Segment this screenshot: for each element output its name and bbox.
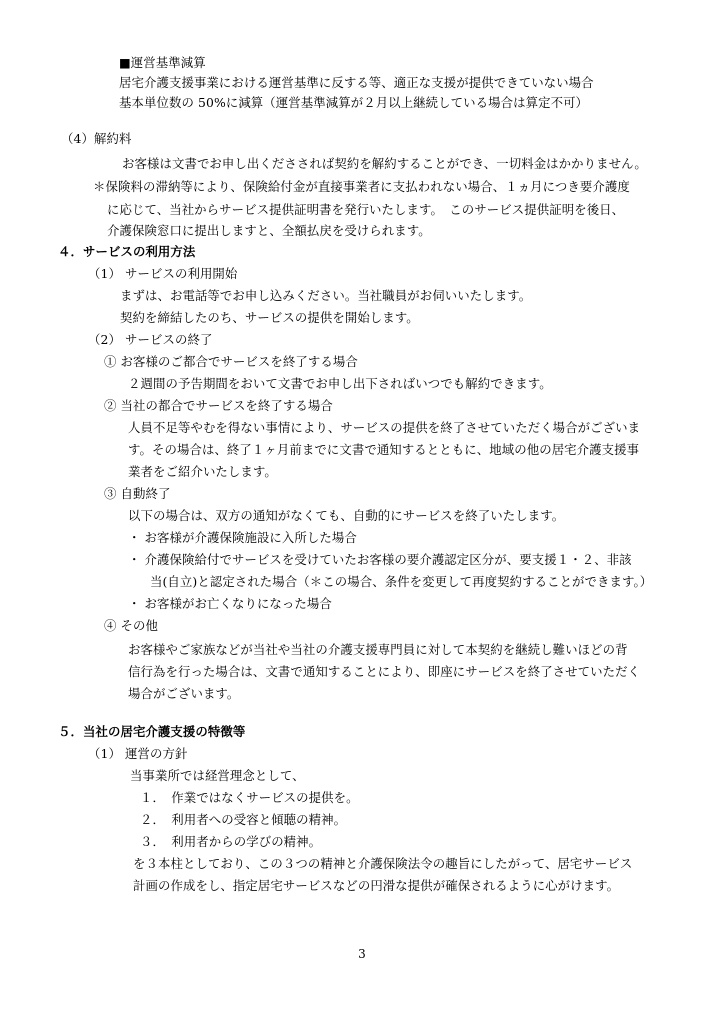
list-item: ・ 介護保険給付でサービスを受けていたお客様の要介護認定区分が、要支援１・２、非該	[128, 552, 632, 567]
text-line: 以下の場合は、双方の通知がなくても、自動的にサービスを終了いたします。	[128, 508, 565, 523]
subsection-heading: （1） サービスの利用開始	[88, 266, 238, 281]
list-item: １． 作業ではなくサービスの提供を。	[140, 790, 359, 805]
text-line: ２週間の予告期間をおいて文書でお申し出下さればいつでも解約できます。	[128, 376, 552, 391]
item-heading: ③ 自動終了	[104, 486, 171, 501]
text-line: ＊保険料の滞納等により、保険給付金が直接事業者に支払われない場合、１ヵ月につき要介護度	[93, 179, 630, 194]
page-number: 3	[358, 947, 366, 961]
text-line: 人員不足等やむを得ない事情により、サービスの提供を終了させていただく場合がございま	[128, 420, 641, 435]
text-line: お客様やご家族などが当社や当社の介護支援専門員に対して本契約を継続し難いほどの背	[128, 642, 628, 657]
text-line: 契約を締結したのち、サービスの提供を開始します。	[120, 310, 419, 325]
subsection-heading: （1） 運営の方針	[88, 746, 188, 761]
text-line: を３本柱としており、この３つの精神と介護保険法令の趣旨にしたがって、居宅サービス	[133, 856, 633, 871]
item-heading: ④ その他	[104, 618, 159, 633]
text-line: お客様は文書でお申し出くださされば契約を解約することができ、一切料金はかかりません。	[122, 156, 647, 171]
text-line: まずは、お電話等でお申し込みください。当社職員がお伺いいたします。	[120, 288, 532, 303]
list-item: ２． 利用者への受容と傾聴の精神。	[140, 812, 347, 827]
section-heading: ５．当社の居宅介護支援の特徴等	[58, 724, 246, 739]
list-item: ・ お客様がお亡くなりになった場合	[128, 596, 332, 611]
text-line: 当(自立)と認定された場合（＊この場合、条件を変更して再度契約することができます。）	[150, 574, 653, 589]
item-heading: ② 当社の都合でサービスを終了する場合	[104, 398, 333, 413]
item-heading: ① お客様のご都合でサービスを終了する場合	[104, 354, 358, 369]
text-line: 基本単位数の 50%に減算（運営基準減算が２月以上継続している場合は算定不可）	[119, 95, 589, 110]
section-heading: ４．サービスの利用方法	[58, 244, 196, 259]
text-line: 計画の作成をし、指定居宅サービスなどの円滑な提供が確保されるように心がけます。	[133, 878, 620, 893]
text-line: 業者をご紹介いたします。	[128, 464, 277, 479]
text-line: に応じて、当社からサービス提供証明書を発行いたします。 このサービス提供証明を後日、	[107, 202, 625, 217]
section-heading: （4）解約料	[61, 131, 132, 146]
text-line: ■運営基準減算	[119, 55, 206, 70]
text-line: 居宅介護支援事業における運営基準に反する等、適正な支援が提供できていない場合	[119, 75, 594, 90]
text-line: 場合がございます。	[128, 686, 240, 701]
text-line: 信行為を行った場合は、文書で通知することにより、即座にサービスを終了させていただく	[128, 664, 641, 679]
text-line: 当事業所では経営理念として、	[130, 768, 305, 783]
list-item: ３． 利用者からの学びの精神。	[140, 834, 322, 849]
list-item: ・ お客様が介護保険施設に入所した場合	[128, 530, 357, 545]
text-line: す。その場合は、終了１ヶ月前までに文書で通知するとともに、地域の他の居宅介護支援事	[128, 442, 640, 457]
text-line: 介護保険窓口に提出しますと、全額払戻を受けられます。	[107, 223, 431, 238]
subsection-heading: （2） サービスの終了	[88, 332, 213, 347]
